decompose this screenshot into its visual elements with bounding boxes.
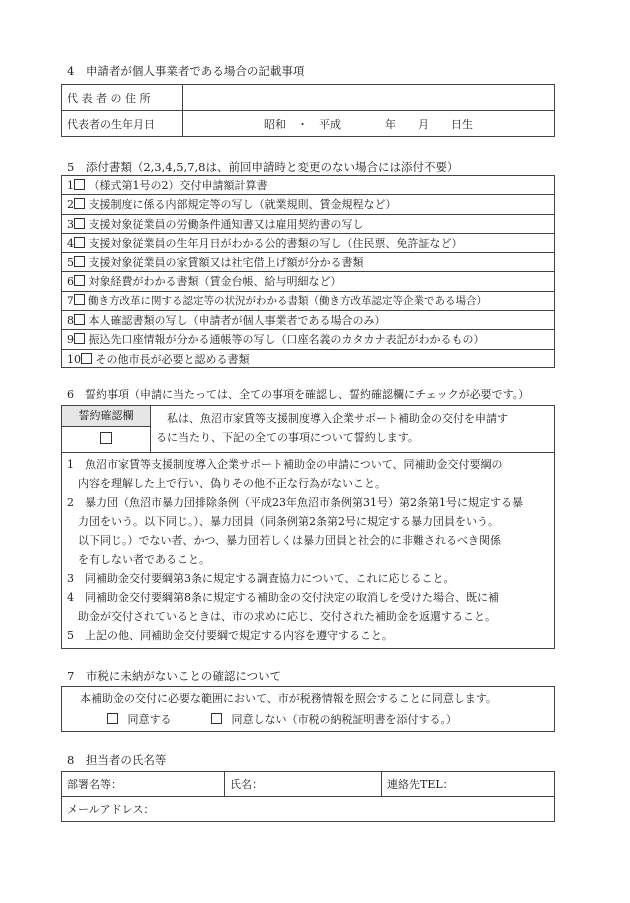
tel-field[interactable]: 連絡先TEL： [382, 772, 555, 797]
checkbox[interactable] [74, 198, 85, 209]
address-value[interactable] [183, 85, 555, 111]
checkbox[interactable] [74, 333, 85, 344]
pledge-checkbox[interactable] [100, 432, 112, 444]
attachment-item: 7 働き方改革に関する認定等の状況がわかる書類（働き方改革認定等企業である場合） [62, 292, 554, 311]
attachment-item: 3 支援対象従業員の労働条件通知書又は雇用契約書の写し [62, 215, 554, 234]
checkbox[interactable] [74, 256, 85, 267]
section-8-heading: 8 担当者の氏名等 [67, 753, 167, 767]
checkbox[interactable] [74, 294, 85, 305]
pledge-line: 内容を理解した上で行い、偽りその他不正な行為がないこと。 [67, 477, 386, 490]
name-field[interactable]: 氏名： [225, 772, 382, 797]
email-field[interactable]: メールアドレス： [62, 797, 555, 822]
pledge-line: 以下同じ。）でない者、かつ、暴力団若しくは暴力団員と社会的に非難されるべき関係 [67, 534, 502, 547]
pledge-line: 力団をいう。以下同じ。）、暴力団員（同条例第2条第2号に規定する暴力団員をいう。 [67, 515, 499, 528]
section-4-heading: 4 申請者が個人事業者である場合の記載事項 [67, 64, 305, 78]
attachment-item: 4 支援対象従業員の生年月日がわかる公的書類の写し（住民票、免許証など） [62, 234, 554, 253]
checkbox[interactable] [74, 179, 85, 190]
birthdate-label: 代表者の生年月日 [62, 111, 183, 137]
pledge-intro: 私は、魚沼市家賃等支援制度導入企業サポート補助金の交付を申請す るに当たり、下記の全ての事項について誓約します。 [156, 412, 508, 444]
pledge-header-box [61, 405, 555, 453]
section-7-heading: 7 市税に未納がないことの確認について [67, 669, 282, 683]
confirm-label: 誓約確認欄 [62, 406, 150, 427]
representative-table [61, 84, 555, 137]
attachment-item: 6 対象経費がわかる書類（賃金台帳、給与明細など） [62, 272, 554, 291]
tax-consent-box [61, 686, 555, 732]
pledge-line: 2 暴力団（魚沼市暴力団排除条例（平成23年魚沼市条例第31号）第2条第1号に規定する暴 [67, 496, 523, 509]
pledge-line: を有しない者であること。 [67, 553, 210, 566]
contact-table [61, 771, 555, 822]
disagree-label: 同意しない（市税の納税証明書を添付する。） [231, 713, 457, 726]
section-6-heading: 6 誓約事項（申請に当たっては、全ての事項を確認し、誓約確認欄にチェックが必要です。） [67, 388, 530, 401]
attachment-item: 5 支援対象従業員の家賃額又は社宅借上げ額が分かる書類 [62, 253, 554, 272]
attachment-item: 2 支援制度に係る内部規定等の写し（就業規則、賃金規程など） [62, 195, 554, 214]
address-label: 代 表 者 の 住 所 [62, 85, 183, 111]
checkbox[interactable] [74, 275, 85, 286]
pledge-list [61, 452, 555, 649]
pledge-line: 5 上記の他、同補助金交付要綱で規定する内容を遵守すること。 [67, 629, 393, 642]
tax-options [107, 711, 457, 727]
checkbox[interactable] [74, 218, 85, 229]
pledge-line: 3 同補助金交付要綱第3条に規定する調査協力について、これに応じること。 [67, 572, 455, 585]
dept-field[interactable]: 部署名等： [62, 772, 225, 797]
disagree-checkbox[interactable] [211, 713, 222, 724]
pledge-line: 4 同補助金交付要綱第8条に規定する補助金の交付決定の取消しを受けた場合、既に補 [67, 591, 499, 604]
checkbox[interactable] [81, 353, 92, 364]
agree-label: 同意する [127, 713, 172, 726]
attachment-item: 9 振込先口座情報が分かる通帳等の写し（口座名義のカタカナ表記がわかるもの） [62, 330, 554, 349]
agree-checkbox[interactable] [107, 713, 118, 724]
checkbox[interactable] [74, 314, 85, 325]
attachments-list [61, 175, 555, 368]
pledge-line: 助金が交付されているときは、市の求めに応じ、交付された補助金を返還すること。 [67, 610, 496, 623]
attachment-item: 1 （様式第1号の2）交付申請額計算書 [62, 176, 554, 195]
pledge-line: 1 魚沼市家賃等支援制度導入企業サポート補助金の申請について、同補助金交付要綱の [67, 458, 503, 471]
attachment-item: 8 本人確認書類の写し（申請者が個人事業者である場合のみ） [62, 311, 554, 330]
confirm-cell [62, 406, 151, 452]
tax-consent-text: 本補助金の交付に必要な範囲において、市が税務情報を照会することに同意します。 [80, 692, 497, 705]
attachment-item: 10 その他市長が必要と認める書類 [67, 352, 250, 366]
section-5-heading: 5 添付書類（2,3,4,5,7,8は、前回申請時と変更のない場合には添付不要） [67, 160, 459, 174]
birthdate-value[interactable]: 昭和 ・ 平成 年 月 日生 [183, 111, 555, 137]
checkbox[interactable] [74, 237, 85, 248]
